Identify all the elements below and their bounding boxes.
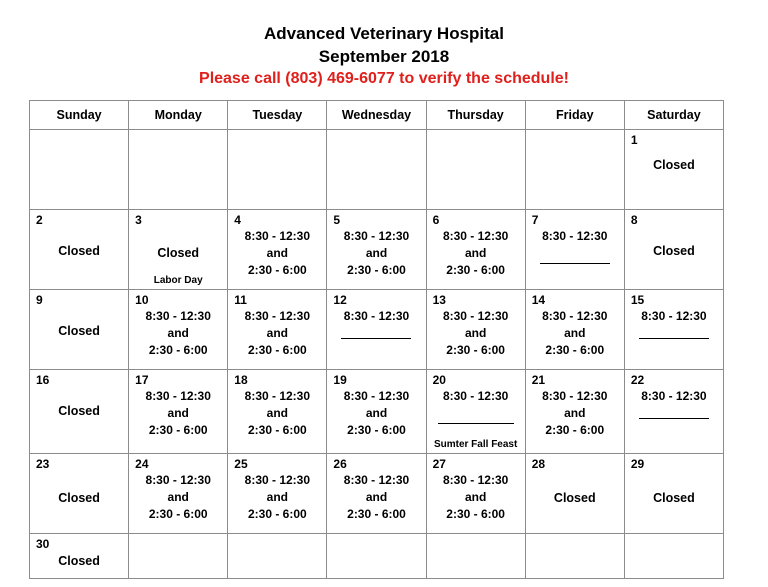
day-cell-20 (426, 370, 525, 454)
hours-afternoon: 2:30 - 6:00 (347, 263, 406, 277)
day-number: 10 (135, 293, 149, 307)
hours-morning: 8:30 - 12:30 (145, 309, 211, 323)
day-number: 29 (630, 457, 645, 471)
week-row-1 (30, 130, 724, 210)
hours-block (427, 472, 525, 523)
hours-block (327, 228, 425, 279)
hours-block (228, 308, 326, 359)
weekday-thursday: Thursday (426, 101, 525, 130)
hours-morning: 8:30 - 12:30 (244, 389, 311, 403)
day-cell-23 (30, 454, 129, 534)
hours-block (327, 388, 425, 439)
day-number: 27 (432, 457, 446, 471)
hours-and: and (167, 490, 189, 504)
closed-label: Closed (58, 554, 100, 568)
calendar-grid (29, 100, 724, 579)
day-number: 11 (234, 293, 247, 307)
day-number: 16 (36, 373, 50, 387)
hours-afternoon: 2:30 - 6:00 (148, 343, 208, 357)
day-number: 24 (135, 457, 149, 471)
day-number: 21 (531, 373, 546, 387)
day-number: 4 (234, 213, 241, 227)
hours-and: and (266, 490, 289, 504)
day-cell-26 (327, 454, 426, 534)
week-row-4 (30, 370, 724, 454)
closed-label: Closed (653, 491, 695, 505)
hours-morning: 8:30 - 12:30 (343, 389, 410, 403)
day-cell-17 (129, 370, 228, 454)
closed-label: Closed (58, 324, 100, 338)
day-cell-10 (129, 290, 228, 370)
day-cell-28 (525, 454, 624, 534)
hours-and: and (266, 326, 289, 340)
day-number: 23 (36, 457, 50, 471)
half-day-line (438, 423, 514, 424)
hours-block (228, 388, 326, 439)
hours-morning: 8:30 - 12:30 (641, 309, 707, 323)
hours-afternoon: 2:30 - 6:00 (148, 507, 208, 521)
day-cell-22 (624, 370, 723, 454)
day-cell-12 (327, 290, 426, 370)
day-number: 1 (630, 133, 638, 147)
hours-morning: 8:30 - 12:30 (244, 473, 311, 487)
day-number: 3 (135, 213, 142, 227)
day-cell-16 (30, 370, 129, 454)
day-number: 30 (36, 537, 50, 551)
closed-label: Closed (58, 404, 100, 418)
hours-and: and (365, 246, 388, 260)
hours-afternoon: 2:30 - 6:00 (248, 343, 307, 357)
empty-cell (30, 130, 129, 210)
hours-morning: 8:30 - 12:30 (442, 309, 509, 323)
hours-and: and (464, 246, 487, 260)
hours-morning: 8:30 - 12:30 (343, 309, 410, 323)
weekday-monday: Monday (129, 101, 228, 130)
weekday-friday: Friday (525, 101, 624, 130)
hours-block (526, 228, 624, 264)
half-day-line (540, 263, 610, 264)
hours-block (427, 308, 525, 359)
hours-block (129, 472, 227, 523)
closed-label: Closed (58, 491, 100, 505)
empty-cell (327, 130, 426, 210)
hours-morning: 8:30 - 12:30 (442, 229, 509, 243)
day-number: 22 (630, 373, 645, 387)
hours-and: and (464, 490, 487, 504)
day-number: 28 (531, 457, 546, 471)
empty-cell (426, 534, 525, 579)
closed-label: Closed (58, 244, 100, 258)
hours-afternoon: 2:30 - 6:00 (545, 423, 605, 437)
hours-morning: 8:30 - 12:30 (343, 473, 410, 487)
weekday-wednesday: Wednesday (327, 101, 426, 130)
hours-afternoon: 2:30 - 6:00 (446, 343, 505, 357)
hours-block (228, 472, 326, 523)
hours-block (427, 388, 525, 424)
day-number: 18 (234, 373, 248, 387)
day-number: 26 (333, 457, 347, 471)
hospital-title: Advanced Veterinary Hospital (264, 24, 504, 43)
hours-block (625, 388, 723, 419)
weekday-saturday: Saturday (624, 101, 723, 130)
hours-morning: 8:30 - 12:30 (145, 473, 211, 487)
day-number: 15 (630, 293, 645, 307)
hours-afternoon: 2:30 - 6:00 (148, 423, 208, 437)
empty-cell (525, 534, 624, 579)
empty-cell (327, 534, 426, 579)
day-cell-11 (228, 290, 327, 370)
empty-cell (426, 130, 525, 210)
hours-afternoon: 2:30 - 6:00 (446, 263, 505, 277)
hours-and: and (564, 406, 586, 420)
hours-block (427, 228, 525, 279)
day-number: 20 (432, 373, 446, 387)
day-number: 2 (36, 213, 43, 227)
hours-morning: 8:30 - 12:30 (244, 309, 311, 323)
day-cell-14 (525, 290, 624, 370)
day-number: 14 (531, 293, 546, 307)
closed-label: Closed (553, 491, 596, 505)
day-cell-18 (228, 370, 327, 454)
hours-and: and (266, 406, 289, 420)
day-number: 9 (36, 293, 43, 307)
hours-and: and (266, 246, 289, 260)
month-title: September 2018 (318, 47, 450, 66)
hours-and: and (464, 326, 487, 340)
day-number: 7 (531, 213, 539, 227)
week-row-5 (30, 454, 724, 534)
closed-label: Closed (653, 158, 695, 172)
day-number: 8 (630, 213, 638, 227)
hours-and: and (167, 326, 189, 340)
hours-morning: 8:30 - 12:30 (442, 473, 509, 487)
day-cell-30 (30, 534, 129, 579)
day-cell-5 (327, 210, 426, 290)
day-cell-1 (624, 130, 723, 210)
hours-afternoon: 2:30 - 6:00 (248, 423, 307, 437)
day-cell-21 (525, 370, 624, 454)
closed-label: Closed (157, 246, 200, 260)
day-cell-15 (624, 290, 723, 370)
hours-morning: 8:30 - 12:30 (542, 229, 608, 243)
weekday-tuesday: Tuesday (228, 101, 327, 130)
day-cell-19 (327, 370, 426, 454)
verify-warning: Please call (803) 469-6077 to verify the schedule! (199, 70, 569, 87)
day-cell-3 (129, 210, 228, 290)
hours-block (129, 388, 227, 439)
day-cell-8 (624, 210, 723, 290)
hours-and: and (365, 406, 388, 420)
hours-afternoon: 2:30 - 6:00 (545, 343, 605, 357)
hours-morning: 8:30 - 12:30 (244, 229, 311, 243)
day-cell-9 (30, 290, 129, 370)
day-cell-24 (129, 454, 228, 534)
hours-afternoon: 2:30 - 6:00 (248, 507, 307, 521)
hours-morning: 8:30 - 12:30 (542, 389, 608, 403)
empty-cell (624, 534, 723, 579)
closed-label: Closed (653, 244, 695, 258)
fall-feast-note: Sumter Fall Feast (433, 439, 518, 450)
half-day-line (341, 338, 411, 339)
hours-block (327, 472, 425, 523)
labor-day-note: Labor Day (153, 275, 203, 286)
day-cell-6 (426, 210, 525, 290)
hours-afternoon: 2:30 - 6:00 (248, 263, 307, 277)
week-row-2 (30, 210, 724, 290)
half-day-line (639, 338, 709, 339)
day-number: 12 (333, 293, 347, 307)
hours-morning: 8:30 - 12:30 (145, 389, 211, 403)
hours-block (526, 308, 624, 359)
hours-afternoon: 2:30 - 6:00 (347, 423, 406, 437)
day-number: 19 (333, 373, 347, 387)
hours-morning: 8:30 - 12:30 (542, 309, 608, 323)
day-number: 13 (432, 293, 446, 307)
weekday-sunday: Sunday (30, 101, 129, 130)
day-number: 25 (234, 457, 248, 471)
empty-cell (129, 534, 228, 579)
hours-block (625, 308, 723, 339)
week-row-6 (30, 534, 724, 579)
day-cell-27 (426, 454, 525, 534)
hours-morning: 8:30 - 12:30 (442, 389, 509, 403)
hours-afternoon: 2:30 - 6:00 (446, 507, 505, 521)
day-cell-4 (228, 210, 327, 290)
day-cell-7 (525, 210, 624, 290)
hours-block (327, 308, 425, 339)
empty-cell (228, 130, 327, 210)
hours-block (228, 228, 326, 279)
hours-and: and (167, 406, 189, 420)
empty-cell (525, 130, 624, 210)
day-cell-29 (624, 454, 723, 534)
day-cell-25 (228, 454, 327, 534)
half-day-line (639, 418, 709, 419)
hours-morning: 8:30 - 12:30 (641, 389, 707, 403)
hours-morning: 8:30 - 12:30 (343, 229, 410, 243)
day-number: 17 (135, 373, 149, 387)
empty-cell (129, 130, 228, 210)
day-cell-13 (426, 290, 525, 370)
week-row-3 (30, 290, 724, 370)
day-number: 5 (333, 213, 341, 227)
hours-and: and (365, 490, 388, 504)
hours-afternoon: 2:30 - 6:00 (347, 507, 406, 521)
hours-block (129, 308, 227, 359)
day-number: 6 (432, 213, 440, 227)
hours-block (526, 388, 624, 439)
empty-cell (228, 534, 327, 579)
weekday-header-row (30, 101, 724, 130)
day-cell-2 (30, 210, 129, 290)
hours-and: and (564, 326, 586, 340)
